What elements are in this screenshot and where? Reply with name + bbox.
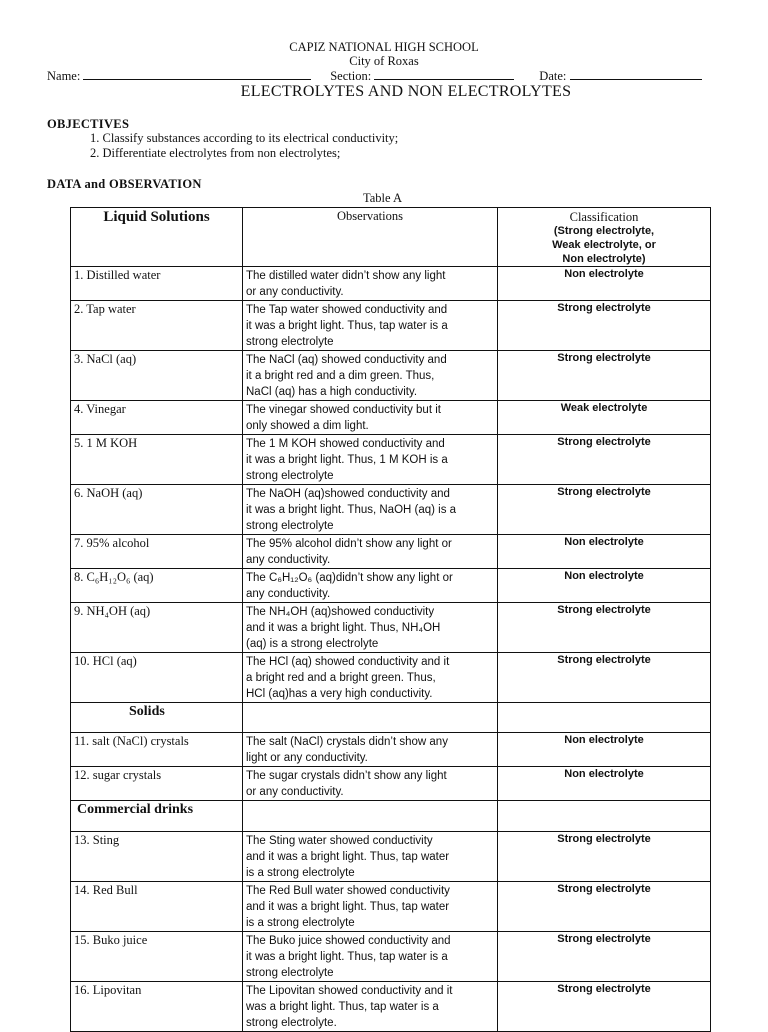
date-blank-line	[570, 68, 702, 80]
data-observation-heading: DATA and OBSERVATION	[47, 177, 202, 191]
header-classification	[498, 208, 711, 267]
table-row	[71, 267, 711, 301]
table-row	[71, 351, 711, 401]
objective-item: 1. Classify substances according to its electrical conductivity;	[90, 131, 399, 145]
classification-value: Weak electrolyte	[498, 401, 711, 435]
observation-text: The Tap water showed conductivity and it was a bright light. Thus, tap water is a strong electrolyte	[243, 301, 498, 351]
observation-text: The 1 M KOH showed conductivity and it was a bright light. Thus, 1 M KOH is a strong electrolyte	[243, 435, 498, 485]
header-classification-title: Classification	[569, 210, 639, 224]
observation-text: The 95% alcohol didn’t show any light or any conductivity.	[243, 535, 498, 569]
table-row	[71, 932, 711, 982]
classification-value: Non electrolyte	[498, 733, 711, 767]
substance-name: 4. Vinegar	[71, 401, 243, 435]
table-row	[71, 653, 711, 703]
classification-value: Non electrolyte	[498, 767, 711, 801]
classification-value: Strong electrolyte	[498, 603, 711, 653]
solids-group-label: Solids	[71, 703, 243, 733]
substance-name: 13. Sting	[71, 832, 243, 882]
classification-value: Non electrolyte	[498, 267, 711, 301]
observation-text: The NH₄OH (aq)showed conductivity and it was a bright light. Thus, NH₄OH (aq) is a strong electrolyte	[243, 603, 498, 653]
observation-text: The distilled water didn’t show any light or any conductivity.	[243, 267, 498, 301]
classification-value: Non electrolyte	[498, 569, 711, 603]
substance-name: 7. 95% alcohol	[71, 535, 243, 569]
empty-cell	[243, 801, 498, 832]
table-row	[71, 535, 711, 569]
commercial-drinks-group-row	[71, 801, 711, 832]
objective-item: 2. Differentiate electrolytes from non electrolytes;	[90, 146, 341, 160]
empty-cell	[498, 801, 711, 832]
classification-value: Strong electrolyte	[498, 485, 711, 535]
empty-cell	[243, 703, 498, 733]
date-label: Date:	[539, 69, 567, 83]
classification-value: Non electrolyte	[498, 535, 711, 569]
table-row	[71, 301, 711, 351]
section-blank-line	[374, 68, 514, 80]
table-row	[71, 982, 711, 1032]
header-classification-options: (Strong electrolyte, Weak electrolyte, or Non electrolyte)	[552, 225, 656, 265]
data-table	[70, 207, 711, 1032]
objectives-list	[90, 131, 398, 161]
classification-value: Strong electrolyte	[498, 832, 711, 882]
solids-group-row	[71, 703, 711, 733]
table-row	[71, 401, 711, 435]
observation-text: The Lipovitan showed conductivity and it was a bright light. Thus, tap water is a strong electrolyte.	[243, 982, 498, 1032]
commercial-drinks-group-label: Commercial drinks	[71, 801, 243, 832]
observation-text: The sugar crystals didn’t show any light or any conductivity.	[243, 767, 498, 801]
empty-cell	[498, 703, 711, 733]
observation-text: The C₆H₁₂O₆ (aq)didn’t show any light or any conductivity.	[243, 569, 498, 603]
classification-value: Strong electrolyte	[498, 932, 711, 982]
substance-name: 11. salt (NaCl) crystals	[71, 733, 243, 767]
header-liquid-solutions: Liquid Solutions	[71, 208, 243, 267]
table-row	[71, 603, 711, 653]
classification-value: Strong electrolyte	[498, 982, 711, 1032]
observation-text: The NaOH (aq)showed conductivity and it was a bright light. Thus, NaOH (aq) is a strong electrolyte	[243, 485, 498, 535]
objectives-heading: OBJECTIVES	[47, 117, 130, 131]
substance-name: 9. NH₄OH (aq)	[71, 603, 243, 653]
section-label: Section:	[330, 69, 372, 83]
table-row	[71, 882, 711, 932]
substance-name: 10. HCl (aq)	[71, 653, 243, 703]
table-header-row	[71, 208, 711, 267]
substance-name: 3. NaCl (aq)	[71, 351, 243, 401]
classification-value: Strong electrolyte	[498, 882, 711, 932]
substance-name: 2. Tap water	[71, 301, 243, 351]
student-info-fields	[47, 68, 702, 84]
observation-text: The Sting water showed conductivity and it was a bright light. Thus, tap water is a strong electrolyte	[243, 832, 498, 882]
observation-text: The HCl (aq) showed conductivity and it a bright red and a bright green. Thus, HCl (aq)has a very high conductivity.	[243, 653, 498, 703]
classification-value: Strong electrolyte	[498, 435, 711, 485]
name-label: Name:	[47, 69, 81, 83]
substance-name: 5. 1 M KOH	[71, 435, 243, 485]
classification-value: Strong electrolyte	[498, 301, 711, 351]
table-caption: Table A	[363, 191, 403, 205]
header-observations: Observations	[243, 208, 498, 267]
school-name: CAPIZ NATIONAL HIGH SCHOOL	[289, 40, 479, 54]
table-row	[71, 485, 711, 535]
observation-text: The Buko juice showed conductivity and it was a bright light. Thus, tap water is a strong electrolyte	[243, 932, 498, 982]
city-name: City of Roxas	[349, 54, 419, 68]
table-row	[71, 767, 711, 801]
observation-text: The salt (NaCl) crystals didn’t show any light or any conductivity.	[243, 733, 498, 767]
substance-name: 14. Red Bull	[71, 882, 243, 932]
substance-name: 16. Lipovitan	[71, 982, 243, 1032]
observation-text: The Red Bull water showed conductivity and it was a bright light. Thus, tap water is a strong electrolyte	[243, 882, 498, 932]
table-row	[71, 832, 711, 882]
table-row	[71, 569, 711, 603]
classification-value: Strong electrolyte	[498, 351, 711, 401]
observation-text: The vinegar showed conductivity but it only showed a dim light.	[243, 401, 498, 435]
name-blank-line	[83, 68, 311, 80]
document-title: ELECTROLYTES AND NON ELECTROLYTES	[240, 83, 572, 100]
classification-value: Strong electrolyte	[498, 653, 711, 703]
substance-name: 15. Buko juice	[71, 932, 243, 982]
observation-text: The NaCl (aq) showed conductivity and it a bright red and a dim green. Thus, NaCl (aq) has a high conductivity.	[243, 351, 498, 401]
substance-name: 8. C₆H₁₂O₆ (aq)	[71, 569, 243, 603]
substance-name: 12. sugar crystals	[71, 767, 243, 801]
substance-name: 6. NaOH (aq)	[71, 485, 243, 535]
table-row	[71, 733, 711, 767]
table-row	[71, 435, 711, 485]
substance-name: 1. Distilled water	[71, 267, 243, 301]
